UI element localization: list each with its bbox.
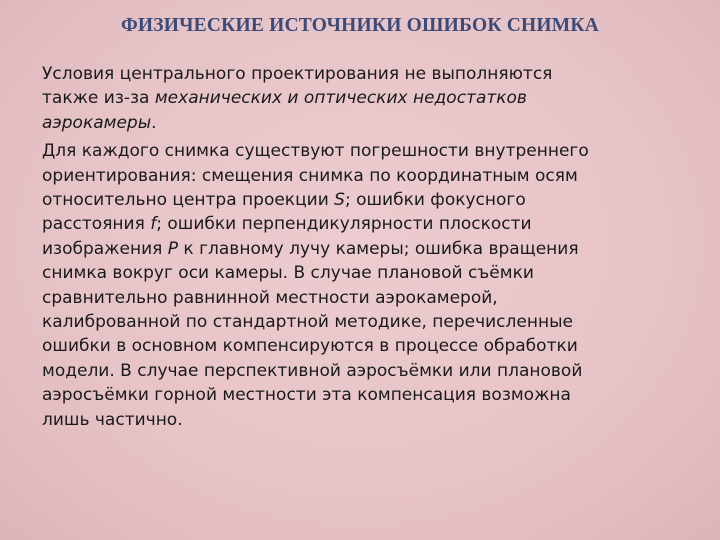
text-line: ошибки в основном компенсируются в процессе обработки (42, 336, 578, 357)
text-line (42, 111, 682, 135)
text-line: Условия центрального проектирования не выполняются (42, 64, 553, 84)
text-span: ; ошибки фокусного (344, 190, 526, 211)
paragraph-orientation-errors (42, 139, 682, 432)
text-line (42, 237, 682, 261)
symbol-p: P (167, 238, 179, 259)
slide-title: ФИЗИЧЕСКИЕ ИСТОЧНИКИ ОШИБОК СНИМКА (120, 15, 599, 36)
text-line: модели. В случае перспективной аэросъёмки или плановой (42, 360, 583, 381)
text-span: расстояния (42, 214, 151, 235)
symbol-s: S (334, 190, 345, 211)
text-line (42, 188, 682, 212)
emphasis-text: аэрокамеры (42, 112, 152, 133)
text-line (42, 212, 682, 236)
text-span: к главному лучу камеры; ошибка вращения (178, 238, 579, 259)
text-line: ориентирования: смещения снимка по координатным осям (42, 165, 578, 186)
text-span: также из-за (42, 88, 155, 109)
text-span: . (151, 112, 157, 133)
text-line: аэросъёмки горной местности эта компенсация возможна (42, 385, 571, 406)
symbol-f: f (150, 214, 157, 235)
text-line: снимка вокруг оси камеры. В случае плановой съёмки (42, 263, 534, 284)
emphasis-text: механических и оптических недостатков (154, 88, 527, 109)
paragraph-camera-defects (42, 62, 682, 135)
text-span: относительно центра проекции (42, 190, 335, 211)
text-line: сравнительно равнинной местности аэрокамерой, (42, 287, 498, 308)
slide-body (42, 62, 682, 432)
text-line: калиброванной по стандартной методике, перечисленные (42, 312, 573, 333)
text-line (42, 86, 682, 110)
text-line: Для каждого снимка существуют погрешности внутреннего (42, 141, 589, 162)
text-span: ; ошибки перпендикулярности плоскости (156, 214, 532, 235)
text-span: изображения (42, 238, 168, 259)
text-line: лишь частично. (42, 409, 183, 430)
